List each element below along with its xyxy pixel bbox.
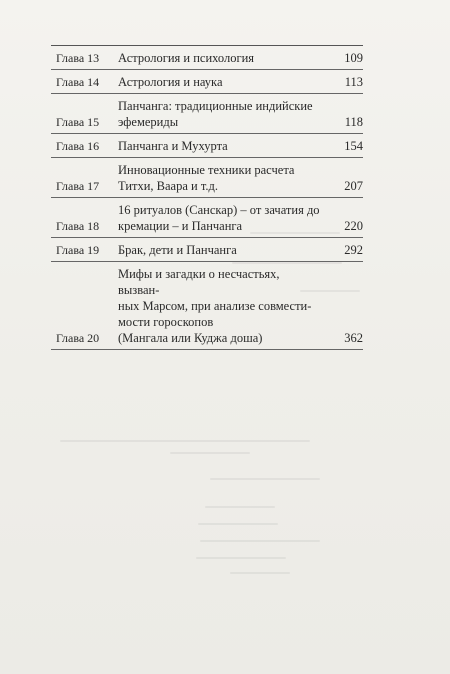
toc-row-16[interactable] xyxy=(51,134,363,158)
title-line: Панчанга: традиционные индийские xyxy=(118,99,313,113)
title-line: (Мангала или Куджа доша) xyxy=(118,331,263,345)
title-line: Титхи, Ваара и т.д. xyxy=(118,179,218,193)
chapter-title xyxy=(118,46,323,69)
chapter-number: Глава 20 xyxy=(56,331,100,345)
chapter-number: Глава 14 xyxy=(56,75,100,89)
title-line: Брак, дети и Панчанга xyxy=(118,243,237,257)
chapter-number: Глава 16 xyxy=(56,139,100,153)
title-line: Панчанга и Мухурта xyxy=(118,139,228,153)
title-line: Астрология и наука xyxy=(118,75,223,89)
chapter-number: Глава 18 xyxy=(56,219,100,233)
page-number: 154 xyxy=(344,139,363,153)
toc-row-15[interactable] xyxy=(51,94,363,134)
show-through-mark xyxy=(200,540,320,542)
show-through-mark xyxy=(205,506,275,508)
show-through-mark xyxy=(170,452,250,454)
chapter-number: Глава 19 xyxy=(56,243,100,257)
page-number: 118 xyxy=(344,115,363,129)
show-through-mark xyxy=(196,557,286,559)
chapter-title xyxy=(118,262,323,349)
toc-row-13[interactable] xyxy=(51,46,363,70)
title-line: Мифы и загадки о несчастьях, вызван- xyxy=(118,267,280,297)
chapter-title xyxy=(118,94,323,133)
page-number: 292 xyxy=(344,243,363,257)
table-of-contents xyxy=(51,45,363,350)
title-line: кремации – и Панчанга xyxy=(118,219,243,233)
show-through-mark xyxy=(210,478,320,480)
page-number: 113 xyxy=(344,75,363,89)
toc-row-19[interactable] xyxy=(51,238,363,262)
title-line: ных Марсом, при анализе совмести- xyxy=(118,299,312,313)
chapter-title xyxy=(118,70,323,93)
page-number: 362 xyxy=(344,331,363,345)
chapter-title xyxy=(118,198,323,237)
chapter-number: Глава 15 xyxy=(56,115,100,129)
toc-row-20[interactable] xyxy=(51,262,363,350)
toc-row-14[interactable] xyxy=(51,70,363,94)
page-number: 109 xyxy=(344,51,363,65)
chapter-title xyxy=(118,134,323,157)
chapter-title xyxy=(118,238,323,261)
page-number: 207 xyxy=(344,179,363,193)
chapter-title xyxy=(118,158,323,197)
toc-row-17[interactable] xyxy=(51,158,363,198)
title-line: 16 ритуалов (Санскар) – от зачатия до xyxy=(118,203,320,217)
show-through-mark xyxy=(60,440,310,442)
chapter-number: Глава 13 xyxy=(56,51,100,65)
title-line: Астрология и психология xyxy=(118,51,255,65)
chapter-number: Глава 17 xyxy=(56,179,100,193)
toc-row-18[interactable] xyxy=(51,198,363,238)
title-line: эфемериды xyxy=(118,115,179,129)
title-line: мости гороскопов xyxy=(118,315,214,329)
title-line: Инновационные техники расчета xyxy=(118,163,295,177)
show-through-mark xyxy=(230,572,290,574)
show-through-mark xyxy=(198,523,278,525)
page-number: 220 xyxy=(344,219,363,233)
